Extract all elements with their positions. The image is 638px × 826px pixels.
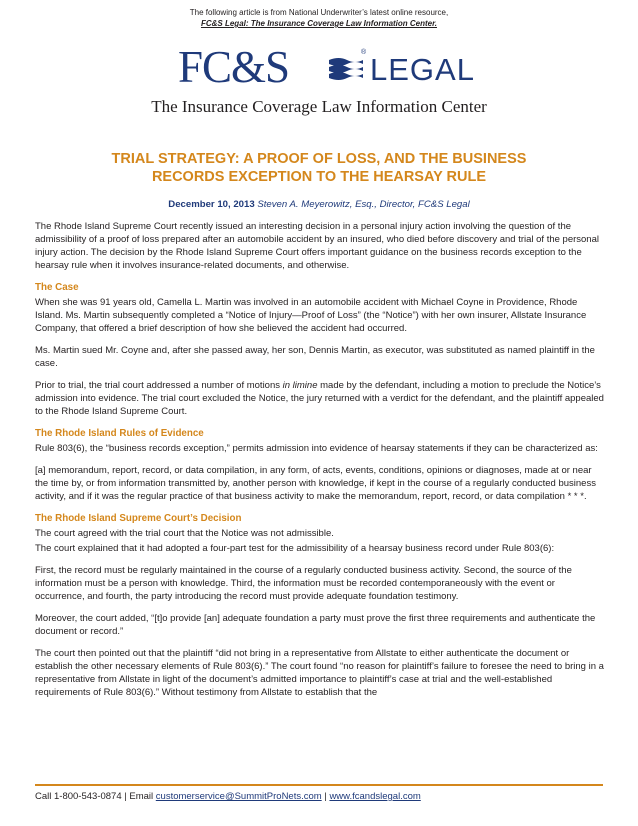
article-title-line1: TRIAL STRATEGY: A PROOF OF LOSS, AND THE BUSINESS — [111, 151, 527, 167]
source-note-line1: The following article is from National Underwriter’s latest online resource, — [189, 8, 449, 17]
decision-paragraph-5: The court then pointed out that the plaintiff “did not bring in a representative from Allstate to either authenticate the document or establish the other necessary elements of Rule 803(6).” The court found “no reason for plaintiff’s failure to foresee the need to bring in a representative from Allstate in light of the document’s admitted importance to plaintiff’s case at trial and the well-established requirements of Rule 803(6).” Without testimony from Allstate to establish that the — [35, 648, 604, 698]
footer-separator-2: | — [324, 791, 327, 802]
footer-divider — [35, 784, 603, 786]
byline — [0, 199, 638, 210]
footer-website-link[interactable]: www.fcandslegal.com — [329, 791, 421, 802]
footer-phone: Call 1-800-543-0874 — [35, 791, 122, 802]
source-note — [0, 7, 638, 29]
footer — [35, 791, 421, 802]
source-note-line2: FC&S Legal: The Insurance Coverage Law Information Center. — [200, 19, 438, 28]
decision-paragraph-4: Moreover, the court added, “[t]o provide [an] adequate foundation a party must prove the first three requirements and authenticate the document or record.” — [35, 613, 596, 637]
heading-rules-of-evidence: The Rhode Island Rules of Evidence — [35, 428, 204, 439]
article-body — [35, 220, 605, 708]
case-p3-part-b: made by the defendant, including a motion to preclude the Notice’s admission into evidence. The trial court excluded the Notice, the jury returned with a verdict for the defendant, and the plaintiff appealed to the Rhode Island Supreme Court. — [35, 380, 604, 417]
footer-email-link[interactable]: customerservice@SummitProNets.com — [155, 791, 322, 802]
rules-paragraph-1: Rule 803(6), the “business records exception,” permits admission into evidence of hearsay statements if they can be characterized as: — [35, 443, 598, 454]
footer-separator-1: | — [124, 791, 127, 802]
logo-fcs-text: FC&S — [178, 42, 290, 92]
heading-the-case: The Case — [35, 282, 79, 293]
registered-mark: ® — [361, 49, 367, 56]
case-paragraph-2: Ms. Martin sued Mr. Coyne and, after she passed away, her son, Dennis Martin, as executor, was substituted as named plaintiff in the case. — [35, 345, 595, 369]
article-title-line2: RECORDS EXCEPTION TO THE HEARSAY RULE — [151, 169, 487, 185]
heading-court-decision: The Rhode Island Supreme Court’s Decision — [35, 513, 242, 524]
rules-paragraph-2: [a] memorandum, report, record, or data compilation, in any form, of acts, events, conditions, opinions or diagnoses, made at or near the time by, or from information transmitted by, another person with knowledge, if kept in the course of a regularly conducted business activity, and if it was the regular practice of that business activity to make the memorandum, report, record, or data compilation * * *. — [35, 465, 596, 502]
decision-paragraph-2: The court explained that it had adopted a four-part test for the admissibility of a hearsay business record under Rule 803(6): — [35, 543, 555, 554]
flag-icon — [327, 56, 365, 84]
logo-subtitle: The Insurance Coverage Law Information Center — [151, 97, 487, 116]
fcs-legal-logo — [0, 44, 638, 94]
case-p3-part-a: Prior to trial, the trial court addressed a number of motions — [35, 380, 283, 391]
case-paragraph-3 — [35, 379, 605, 418]
article-title — [60, 150, 578, 186]
article-author: Steven A. Meyerowitz, Esq., Director, FC&S Legal — [257, 199, 470, 210]
decision-paragraph-1: The court agreed with the trial court that the Notice was not admissible. — [35, 528, 334, 539]
case-p3-in-limine: in limine — [282, 380, 318, 391]
decision-paragraph-3: First, the record must be regularly maintained in the course of a regularly conducted business activity. Second, the source of the information must be a person with knowledge. Third, the information must be recorded contemporaneously with the event or occurrence, and fourth, the party introducing the record must provide adequate foundation testimony. — [35, 565, 572, 602]
article-date: December 10, 2013 — [168, 199, 255, 210]
intro-paragraph: The Rhode Island Supreme Court recently issued an interesting decision in a personal injury action involving the question of the admissibility of a proof of loss prepared after an automobile accident by an insured, who died before discovery and trial of the personal injury action. The decision by the Rhode Island Supreme Court offers important guidance on the business records exception to the hearsay rule when it involves insurance-related documents, and otherwise. — [35, 221, 599, 271]
logo-legal-text: LEGAL — [370, 52, 475, 87]
footer-email-label: Email — [129, 791, 154, 802]
case-paragraph-1: When she was 91 years old, Camella L. Martin was involved in an automobile accident with Michael Coyne in Providence, Rhode Island. Ms. Martin subsequently completed a “Notice of Injury—Proof of Loss” (the “Notice”) with her own insurer, Allstate Insurance Company, that offered a brief description of how she believed the accident had occurred. — [35, 297, 587, 334]
